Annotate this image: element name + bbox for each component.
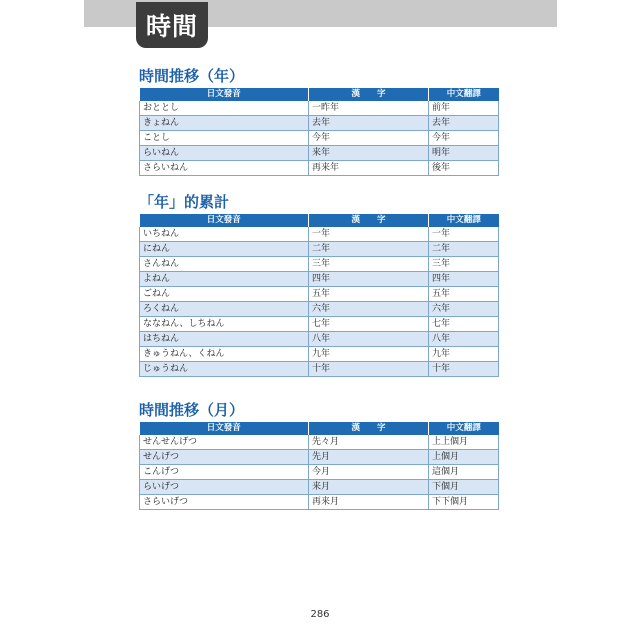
table-row [140, 146, 499, 161]
cell-kanji: 一年 [309, 227, 429, 242]
section-month-transition [139, 400, 498, 510]
vocab-table [139, 214, 499, 377]
table-header-row [140, 422, 499, 435]
cell-chinese: 三年 [429, 257, 499, 272]
header-chinese: 中文翻譯 [429, 88, 499, 101]
cell-kanji: 今年 [309, 131, 429, 146]
cell-chinese: 一年 [429, 227, 499, 242]
header-chinese: 中文翻譯 [429, 422, 499, 435]
cell-reading: さんねん [140, 257, 309, 272]
vocab-table [139, 88, 499, 176]
cell-chinese: 上上個月 [429, 435, 499, 450]
cell-reading: おととし [140, 101, 309, 116]
cell-reading: さらいげつ [140, 495, 309, 510]
cell-reading: せんげつ [140, 450, 309, 465]
table-row [140, 242, 499, 257]
cell-chinese: 去年 [429, 116, 499, 131]
section-year-count [139, 192, 498, 377]
cell-reading: ろくねん [140, 302, 309, 317]
cell-reading: はちねん [140, 332, 309, 347]
cell-chinese: 這個月 [429, 465, 499, 480]
cell-kanji: 今月 [309, 465, 429, 480]
table-row [140, 347, 499, 362]
cell-chinese: 後年 [429, 161, 499, 176]
cell-chinese: 下下個月 [429, 495, 499, 510]
cell-kanji: 先々月 [309, 435, 429, 450]
section-title: 時間推移（年） [139, 67, 245, 85]
header-reading: 日文發音 [140, 422, 309, 435]
table-row [140, 131, 499, 146]
table-row [140, 495, 499, 510]
cell-reading: さらいねん [140, 161, 309, 176]
table-row [140, 450, 499, 465]
cell-kanji: 九年 [309, 347, 429, 362]
cell-chinese: 八年 [429, 332, 499, 347]
cell-kanji: 再来年 [309, 161, 429, 176]
cell-chinese: 九年 [429, 347, 499, 362]
cell-kanji: 三年 [309, 257, 429, 272]
cell-reading: じゅうねん [140, 362, 309, 377]
vocab-table [139, 422, 499, 510]
table-row [140, 317, 499, 332]
cell-kanji: 二年 [309, 242, 429, 257]
cell-chinese: 今年 [429, 131, 499, 146]
table-row [140, 257, 499, 272]
header-reading: 日文發音 [140, 214, 309, 227]
cell-chinese: 下個月 [429, 480, 499, 495]
cell-kanji: 一昨年 [309, 101, 429, 116]
section-title: 「年」的累計 [139, 193, 230, 211]
cell-reading: らいねん [140, 146, 309, 161]
cell-reading: らいげつ [140, 480, 309, 495]
table-row [140, 362, 499, 377]
cell-kanji: 再来月 [309, 495, 429, 510]
cell-reading: にねん [140, 242, 309, 257]
cell-reading: ごねん [140, 287, 309, 302]
page-number: 286 [310, 609, 330, 620]
cell-reading: こんげつ [140, 465, 309, 480]
cell-chinese: 四年 [429, 272, 499, 287]
header-chinese: 中文翻譯 [429, 214, 499, 227]
cell-chinese: 二年 [429, 242, 499, 257]
table-row [140, 287, 499, 302]
cell-reading: きょねん [140, 116, 309, 131]
cell-kanji: 七年 [309, 317, 429, 332]
cell-reading: せんせんげつ [140, 435, 309, 450]
table-row [140, 302, 499, 317]
cell-chinese: 上個月 [429, 450, 499, 465]
section-year-transition [139, 66, 498, 176]
cell-reading: ことし [140, 131, 309, 146]
cell-chinese: 十年 [429, 362, 499, 377]
table-row [140, 161, 499, 176]
header-kanji: 漢 字 [309, 88, 429, 101]
cell-kanji: 八年 [309, 332, 429, 347]
table-row [140, 227, 499, 242]
table-row [140, 272, 499, 287]
header-kanji: 漢 字 [309, 214, 429, 227]
cell-reading: いちねん [140, 227, 309, 242]
cell-reading: きゅうねん、くねん [140, 347, 309, 362]
cell-kanji: 五年 [309, 287, 429, 302]
cell-chinese: 前年 [429, 101, 499, 116]
table-header-row [140, 214, 499, 227]
cell-reading: よねん [140, 272, 309, 287]
cell-kanji: 来年 [309, 146, 429, 161]
cell-kanji: 四年 [309, 272, 429, 287]
chapter-tab: 時間 [136, 2, 208, 48]
cell-chinese: 七年 [429, 317, 499, 332]
cell-kanji: 去年 [309, 116, 429, 131]
cell-kanji: 六年 [309, 302, 429, 317]
cell-kanji: 来月 [309, 480, 429, 495]
table-row [140, 332, 499, 347]
section-title: 時間推移（月） [139, 401, 245, 419]
table-row [140, 101, 499, 116]
cell-chinese: 六年 [429, 302, 499, 317]
cell-kanji: 先月 [309, 450, 429, 465]
table-row [140, 465, 499, 480]
cell-reading: ななねん、しちねん [140, 317, 309, 332]
cell-kanji: 十年 [309, 362, 429, 377]
header-kanji: 漢 字 [309, 422, 429, 435]
header-reading: 日文發音 [140, 88, 309, 101]
cell-chinese: 五年 [429, 287, 499, 302]
table-row [140, 480, 499, 495]
table-header-row [140, 88, 499, 101]
table-row [140, 435, 499, 450]
table-row [140, 116, 499, 131]
cell-chinese: 明年 [429, 146, 499, 161]
